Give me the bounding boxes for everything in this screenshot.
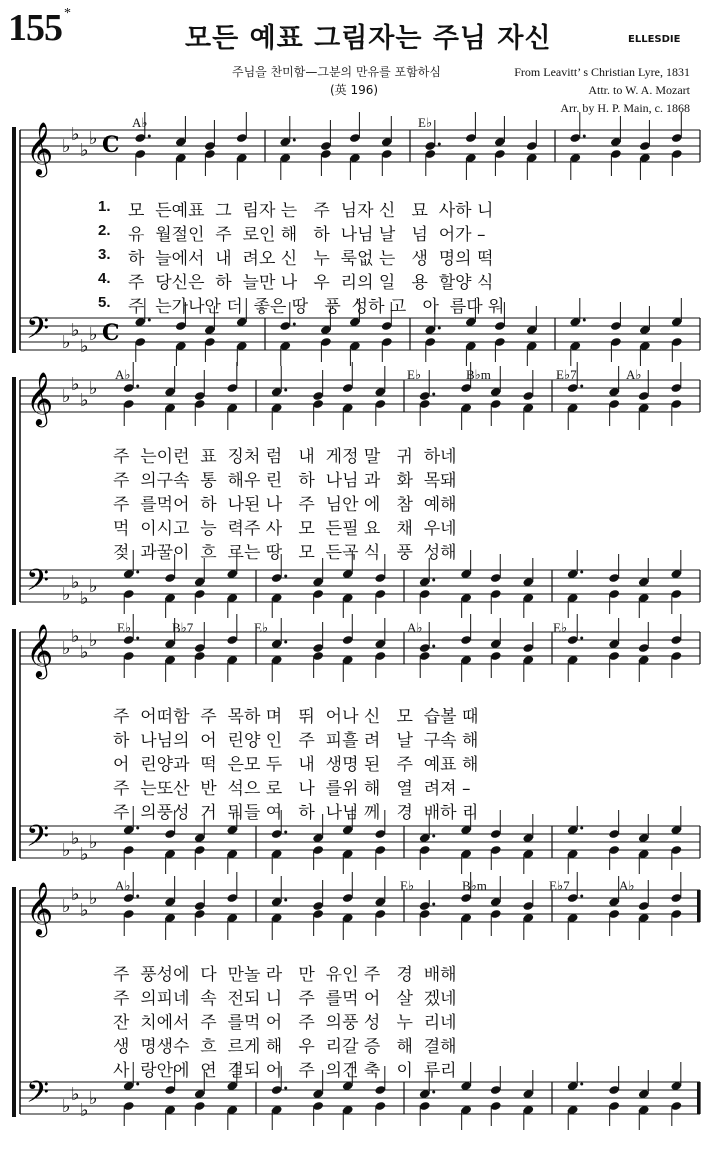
dot bbox=[432, 579, 435, 582]
dot bbox=[432, 393, 435, 396]
dot bbox=[583, 135, 586, 138]
chord-label: A♭ bbox=[407, 620, 423, 635]
flat-icon: ♭ bbox=[89, 630, 98, 651]
dot bbox=[580, 571, 583, 574]
flat-icon: ♭ bbox=[62, 840, 71, 861]
flat-icon: ♭ bbox=[62, 584, 71, 605]
dot bbox=[432, 903, 435, 906]
chord-label: A♭ bbox=[115, 367, 131, 382]
flat-icon: ♭ bbox=[62, 332, 71, 353]
chord-label: E♭7 bbox=[556, 367, 577, 382]
dot bbox=[136, 827, 139, 830]
dot bbox=[293, 323, 296, 326]
dot bbox=[148, 135, 151, 138]
lyric-line: 젖 과꿀이 흐 르는 땅 모 든곡 식 풍 성해 bbox=[113, 543, 457, 563]
dot bbox=[432, 1091, 435, 1094]
dot bbox=[136, 571, 139, 574]
flat-icon: ♭ bbox=[80, 390, 89, 411]
dot bbox=[432, 645, 435, 648]
credit-arranger: Arr. by H. P. Main, c. 1868 bbox=[560, 101, 690, 115]
dot bbox=[136, 385, 139, 388]
lyric-line: 하 나님의 어 린양 인 주 피흘 려 날 구속 해 bbox=[113, 731, 479, 751]
flat-icon: ♭ bbox=[89, 324, 98, 345]
chord-label: B♭m bbox=[466, 367, 491, 382]
flat-icon: ♭ bbox=[71, 1084, 80, 1105]
lyric-line: 모 든예표 그 림자 는 주 님자 신 묘 사하 니 bbox=[128, 201, 494, 221]
time-signature: C bbox=[102, 320, 120, 346]
dot bbox=[284, 641, 287, 644]
verse-number: 1. bbox=[98, 198, 111, 215]
hymn-number-mark: * bbox=[64, 6, 70, 21]
flat-icon: ♭ bbox=[62, 1096, 71, 1117]
dot bbox=[293, 139, 296, 142]
flat-icon: ♭ bbox=[62, 386, 71, 407]
chord-label: B♭7 bbox=[172, 620, 194, 635]
dot bbox=[136, 895, 139, 898]
lyric-line: 주 어떠함 주 목하 며 뛰 어나 신 모 습볼 때 bbox=[113, 707, 479, 727]
chord-label: B♭m bbox=[462, 878, 487, 893]
lyric-line: 주 는또산 반 석으 로 나 를위 해 열 려져 – bbox=[113, 779, 471, 799]
treble-clef-icon: 𝄞 bbox=[26, 371, 54, 425]
final-barline bbox=[697, 890, 700, 922]
lyric-line: 유 월절인 주 로인 해 하 나님 날 넘 어가 – bbox=[128, 225, 486, 245]
flat-icon: ♭ bbox=[89, 576, 98, 597]
chord-label: A♭ bbox=[115, 878, 131, 893]
hymn-number: 155 * bbox=[8, 6, 70, 49]
chord-label: E♭7 bbox=[549, 878, 570, 893]
hymn-title: 모든 예표 그림자는 주님 자신 bbox=[185, 23, 552, 54]
system-bracket bbox=[12, 377, 16, 605]
dot bbox=[580, 637, 583, 640]
system-bracket bbox=[12, 127, 16, 353]
lyric-line: 생 명생수 흐 르게 해 우 리갈 증 해 결해 bbox=[113, 1037, 457, 1057]
final-barline bbox=[697, 1082, 700, 1114]
flat-icon: ♭ bbox=[62, 136, 71, 157]
chord-label: A♭ bbox=[626, 367, 642, 382]
flat-icon: ♭ bbox=[62, 638, 71, 659]
lyric-line: 주 는가나안 더 좋은 땅 풍 성하 고 아 름다 워 bbox=[128, 297, 505, 317]
time-signature: C bbox=[102, 132, 120, 158]
flat-icon: ♭ bbox=[71, 626, 80, 647]
flat-icon: ♭ bbox=[80, 642, 89, 663]
lyric-line: 주 풍성에 다 만놀 라 만 유인 주 경 배해 bbox=[113, 965, 457, 985]
flat-icon: ♭ bbox=[89, 378, 98, 399]
chord-label: E♭ bbox=[407, 367, 422, 382]
treble-clef-icon: 𝄞 bbox=[26, 623, 54, 677]
dot bbox=[284, 831, 287, 834]
chord-label: A♭ bbox=[619, 878, 635, 893]
bass-clef-icon: 𝄢 bbox=[26, 820, 50, 861]
dot bbox=[580, 1083, 583, 1086]
flat-icon: ♭ bbox=[89, 128, 98, 149]
lyric-line: 주 를먹어 하 나된 나 주 님안 에 참 예해 bbox=[113, 495, 457, 515]
verse-number: 4. bbox=[98, 270, 111, 287]
flat-icon: ♭ bbox=[80, 900, 89, 921]
system-bracket bbox=[12, 887, 16, 1117]
chord-label: A♭ bbox=[132, 115, 148, 130]
verse-number: 3. bbox=[98, 246, 111, 263]
lyric-line: 어 린양과 떡 은모 두 내 생명 된 주 예표 해 bbox=[113, 755, 479, 775]
flat-icon: ♭ bbox=[71, 884, 80, 905]
treble-clef-icon: 𝄞 bbox=[26, 881, 54, 935]
chord-label: E♭ bbox=[553, 620, 568, 635]
chord-label: E♭ bbox=[254, 620, 269, 635]
verse-number: 2. bbox=[98, 222, 111, 239]
credit-composer: Attr. to W. A. Mozart bbox=[588, 83, 690, 97]
lyric-line: 주 의풍성 거 둬들 여 하 나님 께 경 배하 리 bbox=[113, 803, 479, 823]
lyric-line: 주 는이런 표 징처 럼 내 게정 말 귀 하네 bbox=[113, 447, 457, 467]
bass-clef-icon: 𝄢 bbox=[26, 312, 50, 353]
flat-icon: ♭ bbox=[80, 588, 89, 609]
tune-name: ELLESDIE bbox=[628, 34, 681, 45]
flat-icon: ♭ bbox=[71, 572, 80, 593]
dot bbox=[438, 143, 441, 146]
flat-icon: ♭ bbox=[71, 124, 80, 145]
dot bbox=[136, 1083, 139, 1086]
dot bbox=[580, 385, 583, 388]
treble-clef-icon: 𝄞 bbox=[26, 121, 54, 175]
bass-clef-icon: 𝄢 bbox=[26, 1076, 50, 1117]
flat-icon: ♭ bbox=[89, 1088, 98, 1109]
english-reference: (英 196) bbox=[330, 83, 379, 97]
lyric-line: 주 의피네 속 전되 니 주 를먹 어 살 겠네 bbox=[113, 989, 457, 1009]
dot bbox=[148, 319, 151, 322]
flat-icon: ♭ bbox=[89, 832, 98, 853]
flat-icon: ♭ bbox=[71, 320, 80, 341]
lyric-line: 잔 치에서 주 를먹 어 주 의풍 성 누 리네 bbox=[113, 1013, 457, 1033]
chord-label: E♭ bbox=[117, 620, 132, 635]
flat-icon: ♭ bbox=[80, 1100, 89, 1121]
dot bbox=[284, 899, 287, 902]
dot bbox=[432, 835, 435, 838]
flat-icon: ♭ bbox=[71, 828, 80, 849]
dot bbox=[438, 327, 441, 330]
dot bbox=[284, 1087, 287, 1090]
verse-number: 5. bbox=[98, 294, 111, 311]
dot bbox=[284, 389, 287, 392]
lyric-line: 먹 이시고 능 력주 사 모 든필 요 채 우네 bbox=[113, 519, 457, 539]
dot bbox=[136, 637, 139, 640]
dot bbox=[580, 895, 583, 898]
lyric-line: 주 당신은 하 늘만 나 우 리의 일 용 할양 식 bbox=[128, 273, 494, 293]
chord-label: E♭ bbox=[400, 878, 415, 893]
dot bbox=[583, 319, 586, 322]
dot bbox=[580, 827, 583, 830]
lyric-line: 하 늘에서 내 려오 신 누 룩없 는 생 명의 떡 bbox=[128, 249, 494, 269]
hymn-subtitle: 주님을 찬미함—그분의 만유를 포함하심 bbox=[232, 65, 441, 79]
flat-icon: ♭ bbox=[71, 374, 80, 395]
credit-source: From Leavitt’ s Christian Lyre, 1831 bbox=[514, 65, 690, 79]
flat-icon: ♭ bbox=[89, 888, 98, 909]
flat-icon: ♭ bbox=[80, 336, 89, 357]
flat-icon: ♭ bbox=[62, 896, 71, 917]
flat-icon: ♭ bbox=[80, 844, 89, 865]
bass-clef-icon: 𝄢 bbox=[26, 564, 50, 605]
lyric-line: 주 의구속 통 해우 린 하 나님 과 화 목돼 bbox=[113, 471, 457, 491]
system-bracket bbox=[12, 629, 16, 861]
chord-label: E♭ bbox=[418, 115, 433, 130]
lyric-line: 사 랑안에 연 결되 어 주 의건 축 이 루리 bbox=[113, 1061, 457, 1081]
dot bbox=[284, 575, 287, 578]
flat-icon: ♭ bbox=[80, 140, 89, 161]
